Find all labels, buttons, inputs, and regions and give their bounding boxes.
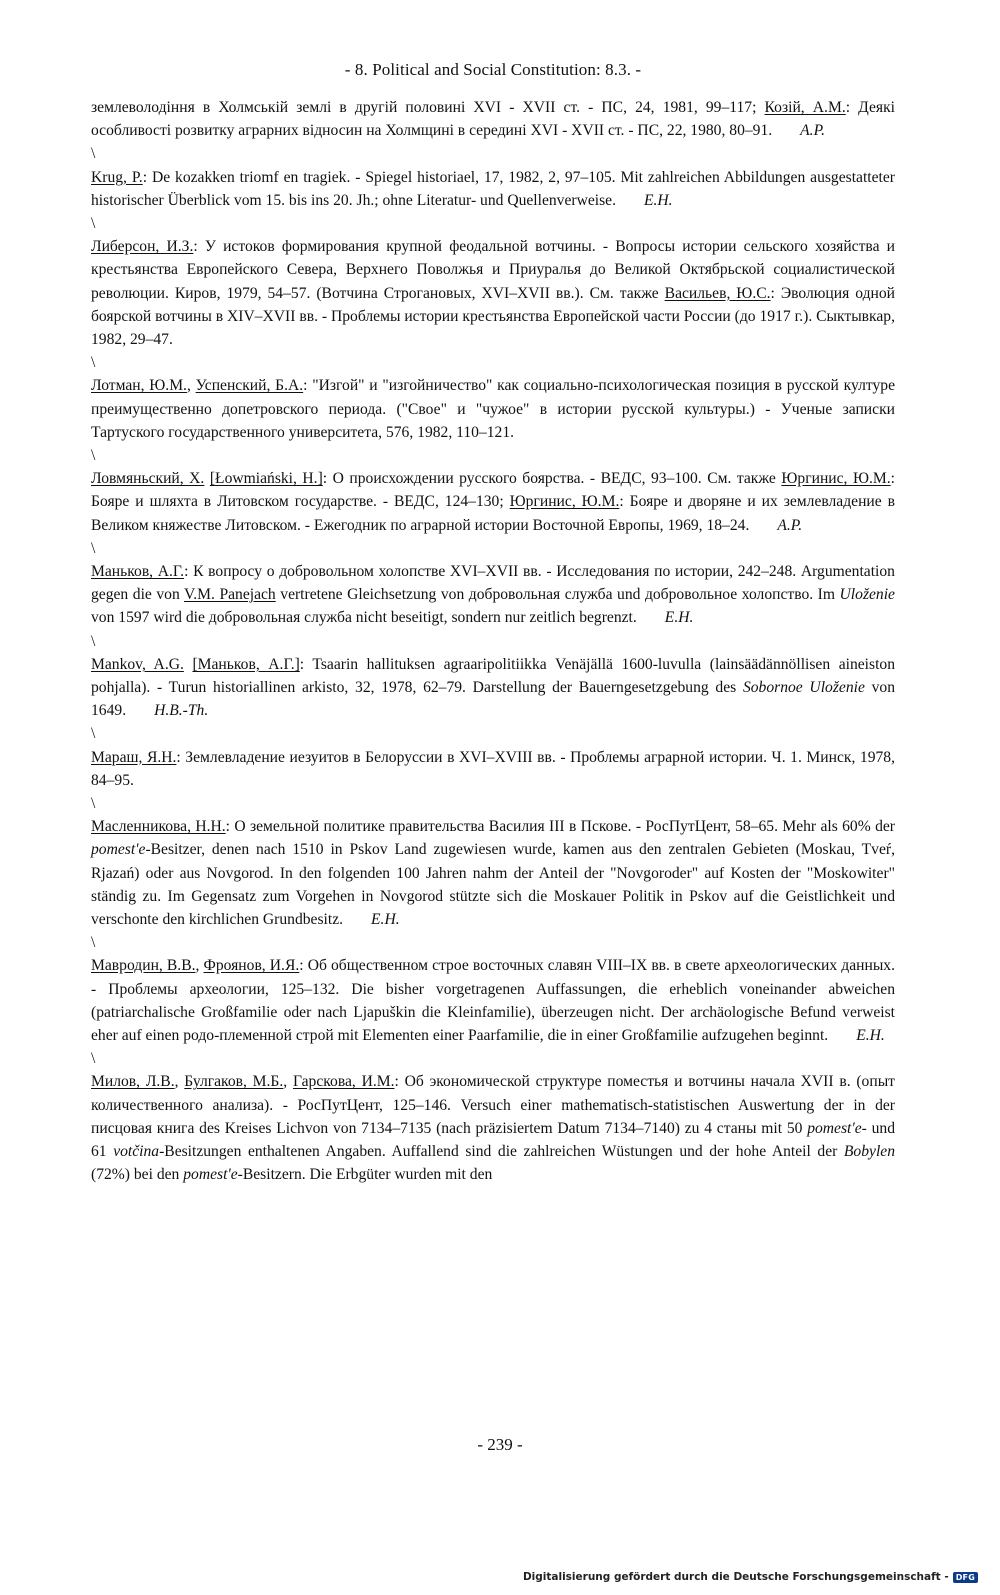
author-name: Лотман, Ю.М. <box>91 377 187 395</box>
author-name: Масленникова, Н.Н. <box>91 818 226 836</box>
italic-term: pomest'e <box>807 1119 862 1137</box>
page-body <box>91 60 895 1186</box>
entry-separator: \ <box>91 354 96 372</box>
reviewer-initials: E.H. <box>664 609 694 627</box>
running-head: - 8. Political and Social Constitution: 8.3. - <box>344 60 642 79</box>
entry-text: -Besitzer, denen nach 1510 in Pskov Land zugewiesen wurde, kamen aus den zentralen Gebieten (Moskau, Tveŕ, Rjazań) oder aus Novgorod. In den folgenden 100 Jahren nahm der Anteil der "Novgoroder" auf Kosten der "Moskowiter" ständig zu. Im Gegensatz zum Vorgehen in Novgorod stützte sich die Moskauer Politik in Pskov auf die Geistlichkeit und verschonte den kirchlichen Grundbesitz. <box>91 841 895 928</box>
bibliography-entry <box>91 653 895 723</box>
author-name: [Маньков, А.Г.] <box>192 655 300 673</box>
author-name: Успенский, Б.А. <box>195 377 304 395</box>
entry-separator: \ <box>91 934 96 952</box>
entry-separator: \ <box>91 1050 96 1068</box>
entry-text: : Об общественном строе восточных славян VIII–IX вв. в свете археологических данных. - Проблемы археологии, 125–132. Die bisher vorgetragenen Auffassungen, die erheblich voneinander abweichen (patriarchalische Großfamilie oder nach Ljapuškin die Kleinfamilie), überzeugen nicht. Der archäologische Befund verweist eher auf einen родо-племенной строй mit Elementen einer Paarfamilie, die in einer Großfamilie aufzugehen beginnt. <box>91 957 895 1044</box>
entry-text: : Об экономической структуре поместья и вотчины начала XVII в. (опыт количественного анализа). - РосПутЦент, 125–146. Versuch einer mathematisch-statistischen Auswertung der in der писцовая книга des Kreises Lichvon von 7134–7135 (nach präzisiertem Datum 7134–7140) zu 4 станы mit 50 <box>91 1073 895 1137</box>
reviewer-initials: E.H. <box>371 910 400 928</box>
entry-separator: \ <box>91 539 96 557</box>
entry-text: : Tsaarin hallituksen agraaripolitiikka Venäjällä 1600-luvulla (lainsäädännöllisen aineiston pohjalla). - Turun historiallinen arkisto, 32, 1978, 62–79. Darstellung der Bauerngesetzgebung des <box>91 655 895 696</box>
entry-text: : О земельной политике правительства Василия III в Пскове. - РосПутЦент, 58–65. Mehr als 60% der <box>225 818 895 836</box>
author-name: Мавродин, В.В. <box>91 957 196 975</box>
author-name: Булгаков, М.Б. <box>184 1073 284 1091</box>
entry-text: : De kozakken triomf en tragiek. - Spiegel historiael, 17, 1982, 2, 97–105. Mit zahlreichen Abbildungen ausgestatteter historischer Überblick vom 15. bis ins 20. Jh.; ohne Literatur- und Quellenverweise. <box>91 168 896 209</box>
bibliography-entry <box>91 96 895 142</box>
entry-text: : Деякі особливості розвитку аграрних відносин на Холмщині в середині XVI - XVII ст. - ПС, 22, 1980, 80–91. <box>91 99 896 140</box>
author-name: Mankov, A.G. <box>91 655 184 673</box>
bibliography-entries <box>91 96 895 1186</box>
italic-term: Sobornoe Uloženie <box>742 678 865 696</box>
author-name: Милов, Л.В. <box>91 1073 175 1091</box>
entry-text: : О происхождении русского боярства. - ВЕДС, 93–100. См. также <box>322 470 782 488</box>
entry-separator: \ <box>91 632 96 650</box>
entry-text: : Эволюция одной боярской вотчины в XIV–XVII вв. - Проблемы истории крестьянства Европейской части России (до 1917 г.). Сыктывкар, 1982, 29–47. <box>91 284 895 348</box>
entry-text: , <box>195 957 204 975</box>
italic-term: votčina <box>113 1142 160 1160</box>
bibliography-entry <box>91 954 895 1047</box>
author-name: [Łowmiański, H.] <box>209 470 323 488</box>
entry-text: , <box>186 377 196 395</box>
author-name: Мараш, Я.Н. <box>91 748 177 766</box>
bibliography-entry <box>91 815 895 931</box>
reviewer-initials: A.P. <box>777 516 803 534</box>
entry-text: : "Изгой" и "изгойничество" как социально-психологическая позиция в русской културе преимущественно допетровского периода. ("Свое" и "чужое" в истории русской культуры.) - Ученые записки Тартуского государственного университета, 576, 1982, 110–121. <box>91 377 896 441</box>
author-name: Ловмяньский, Х. <box>91 470 205 488</box>
reviewer-initials: E.H. <box>644 191 673 209</box>
italic-term: pomest'e <box>91 841 146 859</box>
entry-text: : Бояре и дворяне и их землевладение в Великом княжестве Литовском. - Ежегодник по аграрной истории Восточной Европы, 1969, 18–24. <box>91 493 895 534</box>
bibliography-entry <box>91 746 895 792</box>
entry-separator: \ <box>91 145 96 163</box>
page-number: - 239 - <box>477 1435 523 1454</box>
dfg-logo: DFG <box>953 1572 978 1583</box>
bibliography-entry <box>91 560 895 630</box>
entry-text: (72%) bei den <box>91 1166 184 1184</box>
entry-text: : Землевладение иезуитов в Белоруссии в XVI–XVIII вв. - Проблемы аграрной истории. Ч. 1. Минск, 1978, 84–95. <box>91 748 895 789</box>
entry-text: , <box>174 1073 185 1091</box>
author-name: Юргинис, Ю.М. <box>781 470 891 488</box>
author-name: V.M. Panejach <box>184 586 276 604</box>
entry-text: : Бояре и шляхта в Литовском государстве. - ВЕДС, 124–130; <box>91 470 895 511</box>
entry-text: , <box>283 1073 293 1091</box>
entry-text: -Besitzern. Die Erbgüter wurden mit den <box>237 1166 493 1184</box>
bibliography-entry <box>91 1070 895 1186</box>
bibliography-entry <box>91 235 895 351</box>
author-name: Гарскова, И.М. <box>292 1073 395 1091</box>
entry-text: -Besitzungen enthaltenen Angaben. Auffallend sind die zahlreichen Wüstungen und der hohe Anteil der <box>159 1142 844 1160</box>
entry-text: землеволодіння в Холмській землі в другій половині XVI - XVII ст. - ПС, 24, 1981, 99–117; <box>91 99 765 116</box>
bibliography-entry <box>91 467 895 537</box>
bibliography-entry <box>91 374 895 444</box>
digitization-footer <box>523 1571 978 1583</box>
reviewer-initials: H.B.-Th. <box>154 702 209 720</box>
author-name: Маньков, А.Г. <box>91 562 185 580</box>
reviewer-initials: E.H. <box>856 1026 885 1044</box>
entry-text: von 1649. <box>91 678 895 720</box>
entry-text: vertretene Gleichsetzung von добровольная служба und добровольное холопство. Im <box>275 586 840 604</box>
footer-text: Digitalisierung gefördert durch die Deutsche Forschungsgemeinschaft - <box>522 1571 949 1583</box>
entry-separator: \ <box>91 447 96 464</box>
entry-text: : К вопросу о добровольном холопстве XVI–XVII вв. - Исследования по истории, 242–248. Argumentation gegen die von <box>91 562 895 604</box>
entry-separator: \ <box>91 725 96 743</box>
author-name: Фроянов, И.Я. <box>203 957 300 975</box>
entry-text: : У истоков формирования крупной феодальной вотчины. - Вопросы истории сельского хозяйства и крестьянства Европейского Севера, Верхнего Поволжья и Приуралья до Великой Октябрьской социалистической революции. Киров, 1979, 54–57. (Вотчина Строгановых, XVI–XVII вв.). См. также <box>91 238 895 302</box>
italic-term: Bobylen <box>843 1142 895 1160</box>
author-name: Юргинис, Ю.М. <box>509 493 620 511</box>
bibliography-entry <box>91 166 895 212</box>
author-name: Васильев, Ю.С. <box>664 284 771 302</box>
entry-separator: \ <box>91 215 96 232</box>
author-name: Krug, P. <box>91 168 143 186</box>
reviewer-initials: A.P. <box>800 122 825 140</box>
entry-separator: \ <box>91 794 96 812</box>
italic-term: pomest'e <box>183 1166 238 1184</box>
author-name: Либерсон, И.З. <box>91 238 194 256</box>
entry-text: - und 61 <box>91 1119 896 1160</box>
entry-text: von 1597 wird die добровольная служба nicht beseitigt, sondern nur zeitlich begrenzt. <box>91 609 637 627</box>
italic-term: Uloženie <box>839 586 895 604</box>
author-name: Козій, А.М. <box>764 99 846 116</box>
